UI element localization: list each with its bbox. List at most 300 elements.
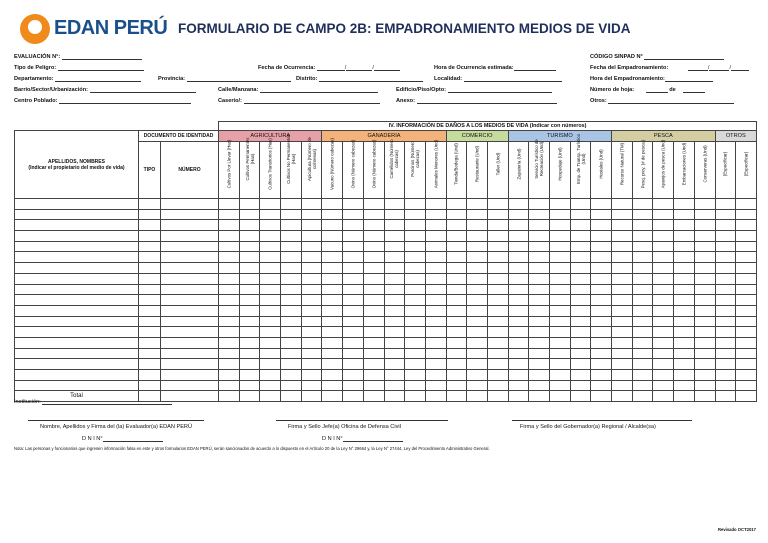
table-cell[interactable] xyxy=(529,337,550,348)
table-cell[interactable] xyxy=(15,305,139,316)
table-cell[interactable] xyxy=(281,348,302,359)
table-cell[interactable] xyxy=(612,370,633,381)
table-cell[interactable] xyxy=(363,199,384,210)
table-cell[interactable] xyxy=(343,199,364,210)
table-cell[interactable] xyxy=(529,199,550,210)
table-cell[interactable] xyxy=(446,241,467,252)
table-cell[interactable] xyxy=(653,359,674,370)
table-cell[interactable] xyxy=(674,295,695,306)
table-cell[interactable] xyxy=(529,209,550,220)
table-cell[interactable] xyxy=(653,241,674,252)
table-cell[interactable] xyxy=(674,316,695,327)
table-cell[interactable] xyxy=(694,199,715,210)
table-cell[interactable] xyxy=(694,220,715,231)
table-cell[interactable] xyxy=(219,337,240,348)
table-cell[interactable] xyxy=(405,316,426,327)
table-cell[interactable] xyxy=(343,263,364,274)
table-cell[interactable] xyxy=(363,284,384,295)
table-cell[interactable] xyxy=(384,263,405,274)
table-cell[interactable] xyxy=(529,231,550,242)
table-cell[interactable] xyxy=(446,199,467,210)
total-cell[interactable] xyxy=(260,391,281,402)
table-cell[interactable] xyxy=(301,273,322,284)
table-cell[interactable] xyxy=(260,273,281,284)
table-cell[interactable] xyxy=(487,348,508,359)
table-cell[interactable] xyxy=(405,263,426,274)
table-cell[interactable] xyxy=(467,252,488,263)
table-cell[interactable] xyxy=(219,252,240,263)
table-cell[interactable] xyxy=(301,231,322,242)
table-cell[interactable] xyxy=(343,284,364,295)
table-cell[interactable] xyxy=(219,263,240,274)
table-cell[interactable] xyxy=(301,348,322,359)
table-cell[interactable] xyxy=(715,370,736,381)
table-cell[interactable] xyxy=(343,209,364,220)
table-cell[interactable] xyxy=(487,231,508,242)
table-cell[interactable] xyxy=(508,370,529,381)
table-cell[interactable] xyxy=(425,370,446,381)
table-cell[interactable] xyxy=(425,209,446,220)
table-cell[interactable] xyxy=(570,316,591,327)
table-cell[interactable] xyxy=(161,263,219,274)
table-cell[interactable] xyxy=(446,327,467,338)
table-cell[interactable] xyxy=(15,209,139,220)
table-cell[interactable] xyxy=(161,241,219,252)
table-cell[interactable] xyxy=(139,348,161,359)
table-cell[interactable] xyxy=(139,199,161,210)
table-cell[interactable] xyxy=(219,295,240,306)
table-cell[interactable] xyxy=(694,263,715,274)
table-cell[interactable] xyxy=(694,295,715,306)
table-cell[interactable] xyxy=(467,220,488,231)
table-cell[interactable] xyxy=(446,209,467,220)
table-cell[interactable] xyxy=(674,273,695,284)
table-cell[interactable] xyxy=(446,273,467,284)
table-cell[interactable] xyxy=(612,231,633,242)
fecha-empadronamiento-field[interactable]: Fecha del Empadronamiento: / / xyxy=(590,64,749,71)
table-cell[interactable] xyxy=(715,273,736,284)
table-cell[interactable] xyxy=(550,252,571,263)
table-cell[interactable] xyxy=(736,220,757,231)
table-cell[interactable] xyxy=(694,327,715,338)
table-cell[interactable] xyxy=(570,252,591,263)
total-cell[interactable] xyxy=(467,391,488,402)
table-cell[interactable] xyxy=(239,327,260,338)
table-cell[interactable] xyxy=(508,252,529,263)
table-cell[interactable] xyxy=(363,273,384,284)
table-cell[interactable] xyxy=(508,316,529,327)
table-cell[interactable] xyxy=(715,220,736,231)
table-cell[interactable] xyxy=(570,295,591,306)
table-cell[interactable] xyxy=(343,273,364,284)
table-cell[interactable] xyxy=(467,380,488,391)
table-cell[interactable] xyxy=(343,241,364,252)
table-cell[interactable] xyxy=(674,231,695,242)
table-cell[interactable] xyxy=(591,209,612,220)
table-cell[interactable] xyxy=(653,380,674,391)
table-cell[interactable] xyxy=(674,327,695,338)
table-cell[interactable] xyxy=(260,359,281,370)
table-cell[interactable] xyxy=(508,359,529,370)
total-cell[interactable] xyxy=(281,391,302,402)
table-cell[interactable] xyxy=(674,380,695,391)
table-cell[interactable] xyxy=(529,327,550,338)
table-cell[interactable] xyxy=(529,241,550,252)
total-cell[interactable] xyxy=(529,391,550,402)
table-cell[interactable] xyxy=(694,231,715,242)
table-cell[interactable] xyxy=(139,380,161,391)
table-cell[interactable] xyxy=(139,284,161,295)
table-cell[interactable] xyxy=(591,199,612,210)
table-cell[interactable] xyxy=(281,252,302,263)
table-cell[interactable] xyxy=(139,295,161,306)
table-cell[interactable] xyxy=(653,370,674,381)
table-cell[interactable] xyxy=(715,252,736,263)
table-cell[interactable] xyxy=(239,241,260,252)
table-cell[interactable] xyxy=(322,380,343,391)
table-cell[interactable] xyxy=(653,327,674,338)
total-cell[interactable] xyxy=(405,391,426,402)
table-cell[interactable] xyxy=(487,295,508,306)
table-cell[interactable] xyxy=(161,370,219,381)
table-cell[interactable] xyxy=(384,359,405,370)
table-cell[interactable] xyxy=(694,359,715,370)
table-cell[interactable] xyxy=(632,348,653,359)
table-cell[interactable] xyxy=(715,231,736,242)
table-cell[interactable] xyxy=(529,295,550,306)
table-cell[interactable] xyxy=(343,380,364,391)
table-cell[interactable] xyxy=(322,231,343,242)
table-cell[interactable] xyxy=(612,359,633,370)
table-cell[interactable] xyxy=(467,284,488,295)
table-cell[interactable] xyxy=(239,273,260,284)
table-cell[interactable] xyxy=(550,327,571,338)
table-cell[interactable] xyxy=(715,295,736,306)
total-cell[interactable] xyxy=(653,391,674,402)
table-cell[interactable] xyxy=(632,359,653,370)
table-cell[interactable] xyxy=(405,380,426,391)
table-cell[interactable] xyxy=(363,295,384,306)
table-cell[interactable] xyxy=(15,241,139,252)
table-cell[interactable] xyxy=(550,370,571,381)
table-cell[interactable] xyxy=(591,220,612,231)
table-cell[interactable] xyxy=(161,305,219,316)
table-cell[interactable] xyxy=(281,359,302,370)
table-cell[interactable] xyxy=(550,220,571,231)
table-cell[interactable] xyxy=(239,380,260,391)
departamento-field[interactable]: Departamento: xyxy=(14,75,141,82)
table-cell[interactable] xyxy=(467,231,488,242)
table-cell[interactable] xyxy=(694,316,715,327)
table-cell[interactable] xyxy=(322,199,343,210)
table-cell[interactable] xyxy=(632,380,653,391)
table-cell[interactable] xyxy=(715,359,736,370)
table-cell[interactable] xyxy=(363,370,384,381)
table-cell[interactable] xyxy=(384,348,405,359)
edificio-field[interactable]: Edificio/Piso/Opto: xyxy=(396,86,552,93)
table-cell[interactable] xyxy=(632,231,653,242)
table-cell[interactable] xyxy=(446,220,467,231)
table-cell[interactable] xyxy=(715,337,736,348)
table-cell[interactable] xyxy=(632,220,653,231)
table-cell[interactable] xyxy=(281,295,302,306)
table-cell[interactable] xyxy=(161,348,219,359)
total-cell[interactable] xyxy=(591,391,612,402)
table-cell[interactable] xyxy=(405,305,426,316)
table-cell[interactable] xyxy=(405,359,426,370)
table-cell[interactable] xyxy=(15,380,139,391)
table-cell[interactable] xyxy=(139,327,161,338)
table-cell[interactable] xyxy=(529,380,550,391)
table-cell[interactable] xyxy=(570,284,591,295)
table-cell[interactable] xyxy=(260,305,281,316)
table-cell[interactable] xyxy=(674,252,695,263)
table-cell[interactable] xyxy=(281,337,302,348)
table-cell[interactable] xyxy=(343,295,364,306)
table-cell[interactable] xyxy=(508,284,529,295)
table-cell[interactable] xyxy=(694,209,715,220)
table-cell[interactable] xyxy=(239,295,260,306)
table-cell[interactable] xyxy=(260,231,281,242)
table-cell[interactable] xyxy=(653,273,674,284)
table-cell[interactable] xyxy=(363,327,384,338)
table-cell[interactable] xyxy=(653,263,674,274)
table-cell[interactable] xyxy=(322,209,343,220)
table-cell[interactable] xyxy=(591,252,612,263)
table-cell[interactable] xyxy=(384,209,405,220)
table-cell[interactable] xyxy=(446,337,467,348)
hora-empadronamiento-field[interactable]: Hora del Empadronamiento: xyxy=(590,75,713,82)
table-cell[interactable] xyxy=(736,263,757,274)
table-cell[interactable] xyxy=(632,284,653,295)
table-cell[interactable] xyxy=(508,199,529,210)
total-cell[interactable] xyxy=(487,391,508,402)
total-cell[interactable] xyxy=(570,391,591,402)
table-cell[interactable] xyxy=(301,284,322,295)
table-cell[interactable] xyxy=(219,209,240,220)
table-cell[interactable] xyxy=(363,231,384,242)
table-cell[interactable] xyxy=(260,241,281,252)
table-cell[interactable] xyxy=(715,327,736,338)
total-cell[interactable] xyxy=(612,391,633,402)
table-cell[interactable] xyxy=(322,220,343,231)
table-cell[interactable] xyxy=(239,359,260,370)
table-cell[interactable] xyxy=(301,380,322,391)
table-cell[interactable] xyxy=(219,316,240,327)
table-cell[interactable] xyxy=(405,370,426,381)
table-cell[interactable] xyxy=(363,305,384,316)
table-cell[interactable] xyxy=(736,295,757,306)
table-cell[interactable] xyxy=(550,209,571,220)
table-cell[interactable] xyxy=(570,348,591,359)
barrio-field[interactable]: Barrio/Sector/Urbanización: xyxy=(14,86,196,93)
table-cell[interactable] xyxy=(570,220,591,231)
table-cell[interactable] xyxy=(632,241,653,252)
table-cell[interactable] xyxy=(550,359,571,370)
table-cell[interactable] xyxy=(632,295,653,306)
table-cell[interactable] xyxy=(694,348,715,359)
table-cell[interactable] xyxy=(161,295,219,306)
table-cell[interactable] xyxy=(529,305,550,316)
table-cell[interactable] xyxy=(343,327,364,338)
table-cell[interactable] xyxy=(322,295,343,306)
table-cell[interactable] xyxy=(219,241,240,252)
table-cell[interactable] xyxy=(632,199,653,210)
table-cell[interactable] xyxy=(260,199,281,210)
table-cell[interactable] xyxy=(219,231,240,242)
table-cell[interactable] xyxy=(301,263,322,274)
table-cell[interactable] xyxy=(694,273,715,284)
table-cell[interactable] xyxy=(736,305,757,316)
table-cell[interactable] xyxy=(219,370,240,381)
numero-hoja-field[interactable]: Número de hoja: de xyxy=(590,86,705,93)
table-cell[interactable] xyxy=(260,284,281,295)
table-cell[interactable] xyxy=(15,316,139,327)
table-cell[interactable] xyxy=(446,370,467,381)
table-cell[interactable] xyxy=(508,231,529,242)
table-cell[interactable] xyxy=(612,295,633,306)
table-cell[interactable] xyxy=(384,380,405,391)
table-cell[interactable] xyxy=(674,263,695,274)
table-cell[interactable] xyxy=(425,284,446,295)
total-cell[interactable] xyxy=(363,391,384,402)
table-cell[interactable] xyxy=(281,380,302,391)
signature-line-3[interactable] xyxy=(512,420,692,421)
table-cell[interactable] xyxy=(239,284,260,295)
table-cell[interactable] xyxy=(239,305,260,316)
table-cell[interactable] xyxy=(343,231,364,242)
table-cell[interactable] xyxy=(487,284,508,295)
table-cell[interactable] xyxy=(653,209,674,220)
caserio-field[interactable]: Caserío/: xyxy=(218,97,380,104)
table-cell[interactable] xyxy=(343,370,364,381)
table-cell[interactable] xyxy=(508,348,529,359)
table-cell[interactable] xyxy=(570,337,591,348)
table-cell[interactable] xyxy=(591,316,612,327)
table-cell[interactable] xyxy=(161,199,219,210)
table-cell[interactable] xyxy=(736,231,757,242)
table-cell[interactable] xyxy=(550,199,571,210)
table-cell[interactable] xyxy=(322,252,343,263)
table-cell[interactable] xyxy=(529,359,550,370)
dni-field-2[interactable]: D N I N° xyxy=(322,435,403,442)
table-cell[interactable] xyxy=(612,316,633,327)
table-cell[interactable] xyxy=(674,305,695,316)
table-cell[interactable] xyxy=(239,220,260,231)
table-cell[interactable] xyxy=(736,370,757,381)
table-cell[interactable] xyxy=(322,273,343,284)
table-cell[interactable] xyxy=(425,380,446,391)
table-cell[interactable] xyxy=(15,284,139,295)
table-cell[interactable] xyxy=(487,316,508,327)
table-cell[interactable] xyxy=(363,316,384,327)
table-cell[interactable] xyxy=(219,380,240,391)
table-cell[interactable] xyxy=(591,305,612,316)
table-cell[interactable] xyxy=(384,231,405,242)
table-cell[interactable] xyxy=(139,273,161,284)
table-cell[interactable] xyxy=(550,284,571,295)
table-cell[interactable] xyxy=(139,263,161,274)
table-cell[interactable] xyxy=(260,209,281,220)
evaluacion-field[interactable]: EVALUACIÓN N°: xyxy=(14,53,142,60)
table-cell[interactable] xyxy=(15,295,139,306)
table-cell[interactable] xyxy=(260,380,281,391)
table-cell[interactable] xyxy=(467,241,488,252)
table-cell[interactable] xyxy=(487,370,508,381)
table-cell[interactable] xyxy=(694,337,715,348)
table-cell[interactable] xyxy=(322,241,343,252)
table-cell[interactable] xyxy=(301,199,322,210)
table-cell[interactable] xyxy=(281,231,302,242)
table-cell[interactable] xyxy=(674,199,695,210)
table-cell[interactable] xyxy=(736,359,757,370)
table-cell[interactable] xyxy=(694,284,715,295)
table-cell[interactable] xyxy=(487,305,508,316)
table-cell[interactable] xyxy=(632,263,653,274)
provincia-field[interactable]: Provincia: xyxy=(158,75,291,82)
table-cell[interactable] xyxy=(446,380,467,391)
table-cell[interactable] xyxy=(632,370,653,381)
table-cell[interactable] xyxy=(139,231,161,242)
table-cell[interactable] xyxy=(260,295,281,306)
table-cell[interactable] xyxy=(139,359,161,370)
centro-poblado-field[interactable]: Centro Poblado: xyxy=(14,97,191,104)
table-cell[interactable] xyxy=(612,305,633,316)
table-cell[interactable] xyxy=(161,337,219,348)
table-cell[interactable] xyxy=(570,327,591,338)
table-cell[interactable] xyxy=(612,284,633,295)
table-cell[interactable] xyxy=(570,273,591,284)
table-cell[interactable] xyxy=(322,359,343,370)
table-cell[interactable] xyxy=(322,348,343,359)
table-cell[interactable] xyxy=(219,199,240,210)
table-cell[interactable] xyxy=(591,348,612,359)
table-cell[interactable] xyxy=(139,316,161,327)
signature-line-1[interactable] xyxy=(28,420,204,421)
table-cell[interactable] xyxy=(570,263,591,274)
table-cell[interactable] xyxy=(508,305,529,316)
table-cell[interactable] xyxy=(405,199,426,210)
table-cell[interactable] xyxy=(446,295,467,306)
table-cell[interactable] xyxy=(405,348,426,359)
table-cell[interactable] xyxy=(363,348,384,359)
table-cell[interactable] xyxy=(446,348,467,359)
table-cell[interactable] xyxy=(591,241,612,252)
table-cell[interactable] xyxy=(715,348,736,359)
table-cell[interactable] xyxy=(591,327,612,338)
table-cell[interactable] xyxy=(591,273,612,284)
table-cell[interactable] xyxy=(591,337,612,348)
table-cell[interactable] xyxy=(260,220,281,231)
table-cell[interactable] xyxy=(591,263,612,274)
table-cell[interactable] xyxy=(405,209,426,220)
table-cell[interactable] xyxy=(487,273,508,284)
table-cell[interactable] xyxy=(467,370,488,381)
table-cell[interactable] xyxy=(322,316,343,327)
table-cell[interactable] xyxy=(15,263,139,274)
table-cell[interactable] xyxy=(612,273,633,284)
table-cell[interactable] xyxy=(425,305,446,316)
table-cell[interactable] xyxy=(15,231,139,242)
table-cell[interactable] xyxy=(446,252,467,263)
total-cell[interactable] xyxy=(550,391,571,402)
table-cell[interactable] xyxy=(239,348,260,359)
table-cell[interactable] xyxy=(260,263,281,274)
table-cell[interactable] xyxy=(281,327,302,338)
table-cell[interactable] xyxy=(139,220,161,231)
table-cell[interactable] xyxy=(612,199,633,210)
table-cell[interactable] xyxy=(281,316,302,327)
